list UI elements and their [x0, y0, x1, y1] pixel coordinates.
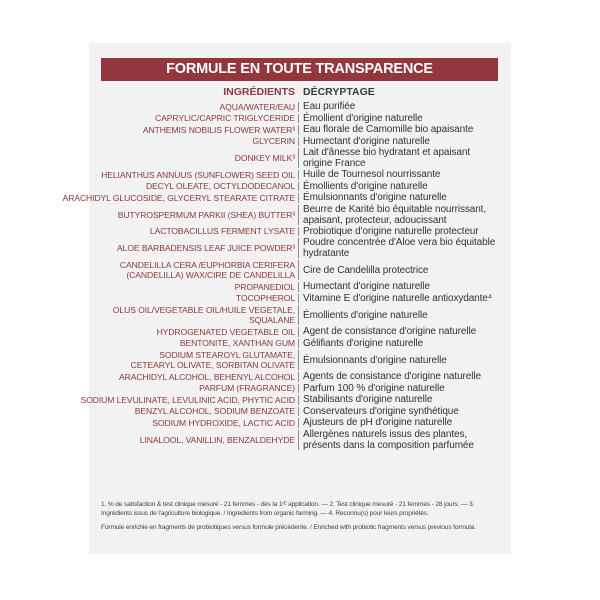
description-line: Émulsionnants d'origine naturelle — [303, 192, 447, 204]
ingredient-description — [303, 304, 503, 326]
column-divider — [298, 238, 299, 258]
ingredient-description — [303, 383, 503, 395]
ingredient-line: LINALOOL, VANILLIN, BENZALDEHYDE — [139, 434, 295, 445]
table-row — [62, 192, 511, 204]
table-row — [89, 113, 511, 125]
ingredient-line: CAPRYLIC/CAPRIC TRIGLYCERIDE — [155, 113, 295, 124]
ingredient-description — [303, 349, 503, 371]
column-headers — [89, 85, 511, 99]
column-divider — [298, 350, 299, 370]
column-divider — [298, 407, 299, 417]
ingredient-line: ARACHIDYL GLUCOSIDE, GLYCERYL STEARATE CITRATE — [62, 192, 295, 203]
description-line: Stabilisants d'origine naturelle — [303, 394, 433, 406]
ingredient-description — [303, 293, 503, 305]
column-divider — [298, 418, 299, 428]
description-line: Gélifiants d'origine naturelle — [303, 337, 424, 349]
ingredient-description — [303, 338, 503, 350]
ingredient-description — [303, 113, 503, 125]
table-row — [89, 429, 511, 451]
column-divider — [298, 102, 299, 112]
table-row — [89, 293, 511, 305]
ingredient-description — [303, 406, 503, 418]
description-line: Ajusteurs de pH d'origine naturelle — [303, 417, 453, 429]
table-row — [89, 101, 511, 113]
ingredient-line: DECYL OLEATE, OCTYLDODECANOL — [145, 181, 295, 192]
table-row — [89, 406, 511, 418]
ingredient-name — [95, 429, 295, 451]
ingredient-name — [80, 394, 295, 406]
ingredient-description — [303, 281, 503, 293]
table-row — [89, 304, 511, 326]
column-divider — [298, 395, 299, 405]
ingredient-description — [303, 429, 503, 451]
description-line: Huile de Tournesol nourrissante — [303, 169, 441, 181]
ingredient-name — [95, 406, 295, 418]
column-divider — [298, 193, 299, 203]
description-line: Émollients d'origine naturelle — [303, 309, 428, 321]
description-line: Cire de Candelilla protectrice — [303, 264, 429, 276]
table-row — [89, 136, 511, 148]
ingredient-description — [303, 237, 503, 259]
ingredient-name — [95, 293, 295, 305]
column-divider — [298, 227, 299, 237]
ingredient-description — [303, 192, 503, 204]
column-divider — [298, 182, 299, 192]
ingredient-description — [303, 136, 503, 148]
ingredient-line: ALOE BARBADENSIS LEAF JUICE POWDER³ — [117, 243, 295, 253]
column-divider — [298, 148, 299, 168]
table-row — [89, 181, 511, 193]
column-divider — [298, 327, 299, 337]
ingredient-description — [303, 326, 503, 338]
table-row — [89, 124, 511, 136]
ingredient-line: HELIANTHUS ANNUUS (SUNFLOWER) SEED OIL — [101, 169, 295, 180]
ingredient-line: ARACHIDYL ALCOHOL, BEHENYL ALCOHOL — [118, 371, 295, 382]
ingredient-name — [95, 326, 295, 338]
description-line: Allergènes naturels issus des plantes, — [303, 428, 468, 440]
column-divider — [298, 114, 299, 124]
description-line: Poudre concentrée d'Aloe vera bio équitable — [303, 237, 496, 248]
ingredient-line: PROPANEDIOL — [234, 281, 295, 292]
ingredient-description — [303, 259, 503, 281]
column-divider — [298, 205, 299, 225]
ingredient-name — [95, 338, 295, 350]
description-line: Conservateurs d'origine synthétique — [303, 405, 459, 417]
table-row — [80, 394, 511, 406]
table-row — [89, 259, 511, 281]
ingredient-description — [303, 371, 503, 383]
ingredient-line: SODIUM LEVULINATE, LEVULINIC ACID, PHYTIC ACID — [80, 394, 295, 405]
description-line: Eau florale de Camomille bio apaisante — [303, 124, 474, 136]
decryptage-header: DÉCRYPTAGE — [303, 86, 375, 98]
ingredient-line: GLYCERIN — [252, 136, 295, 147]
ingredient-name — [95, 304, 295, 326]
table-row — [89, 417, 511, 429]
ingredient-line: DONKEY MILK³ — [234, 153, 295, 163]
description-line: hydratante — [303, 248, 350, 259]
ingredient-description — [303, 417, 503, 429]
column-divider — [298, 125, 299, 135]
column-divider — [298, 372, 299, 382]
description-line: Humectant d'origine naturelle — [303, 281, 430, 293]
description-line: Eau purifiée — [303, 101, 356, 113]
description-line: Émollient d'origine naturelle — [303, 112, 423, 124]
ingredient-description — [303, 181, 503, 193]
table-row — [89, 349, 511, 371]
table-row — [89, 371, 511, 383]
ingredients-card — [62, 43, 511, 554]
ingredient-line: SODIUM HYDROXIDE, LACTIC ACID — [152, 417, 295, 428]
ingredient-description — [303, 204, 503, 226]
ingredient-line: TOCOPHEROL — [235, 293, 295, 304]
ingredient-description — [303, 147, 503, 169]
ingredient-line: BENTONITE, XANTHAN GUM — [179, 338, 295, 349]
description-line: Émollients d'origine naturelle — [303, 180, 428, 192]
table-row — [89, 338, 511, 350]
ingredient-line: AQUA/WATER/EAU — [219, 101, 295, 112]
column-divider — [298, 282, 299, 292]
table-row — [89, 281, 511, 293]
ingredient-description — [303, 169, 503, 181]
ingredient-line: SODIUM STEAROYL GLUTAMATE, — [159, 350, 295, 360]
footnote-probiotic: Formule enrichie en fragments de probiotiques versus formule précédente. / Enriched with probiotic fragments versus previous formula. — [101, 524, 476, 531]
table-row — [89, 237, 511, 259]
column-divider — [298, 137, 299, 147]
ingredient-line: BENZYL ALCOHOL, SODIUM BENZOATE — [134, 406, 295, 417]
table-row — [89, 383, 511, 395]
ingredient-name — [95, 101, 295, 113]
ingredient-name — [95, 237, 295, 259]
ingredient-line: ANTHEMIS NOBILIS FLOWER WATER³ — [142, 124, 295, 135]
description-line: Probiotique d'origine naturelle protecteur — [303, 225, 479, 237]
column-divider — [298, 170, 299, 180]
ingredient-name — [95, 371, 295, 383]
ingredient-line: BUTYROSPERMUM PARKII (SHEA) BUTTER³ — [117, 209, 295, 220]
description-line: Agents de consistance d'origine naturelle — [303, 371, 481, 383]
ingredient-line: HYDROGENATED VEGETABLE OIL — [156, 326, 295, 337]
description-line: Parfum 100 % d'origine naturelle — [303, 382, 445, 394]
ingredient-name — [95, 124, 295, 136]
ingredient-name — [95, 147, 295, 169]
footnote-references: 1. % de satisfaction & test clinique mesuré - 21 femmes - dès la 1ʳᴱ application. — 2. Test clinique mesuré - 21 femmes - 28 jours. — 3. Ingrédients issus de l'agriculture biologique. / Ingredients from organic farming. — 4. Reconnu(s) pour leurs propriétés. — [101, 501, 475, 517]
description-line: origine France — [303, 158, 366, 169]
ingredient-line: CANDELILLA CERA /EUPHORBIA CERIFERA — [119, 260, 295, 270]
column-divider — [298, 305, 299, 325]
description-line: Vitamine E d'origine naturelle antioxydante⁴ — [303, 292, 492, 304]
ingredient-name — [95, 136, 295, 148]
ingredient-name — [95, 259, 295, 281]
ingredient-name — [95, 169, 295, 181]
ingredient-line: LACTOBACILLUS FERMENT LYSATE — [149, 226, 295, 237]
table-row — [89, 226, 511, 238]
ingredient-line: (CANDELILLA) WAX/CIRE DE CANDELILLA — [126, 270, 295, 280]
ingredient-name — [95, 113, 295, 125]
ingredient-line: CETEARYL OLIVATE, SORBITAN OLIVATE — [130, 360, 295, 370]
column-divider — [298, 339, 299, 349]
ingredient-name — [95, 281, 295, 293]
table-row — [89, 326, 511, 338]
description-line: apaisant, protecteur, adoucissant — [303, 214, 447, 226]
table-row — [89, 169, 511, 181]
ingredient-name — [95, 383, 295, 395]
description-line: Agent de consistance d'origine naturelle — [303, 326, 477, 338]
footnotes — [101, 500, 503, 532]
ingredient-name — [95, 349, 295, 371]
ingredient-table — [62, 101, 511, 451]
ingredient-description — [303, 394, 503, 406]
table-row — [89, 204, 511, 226]
column-divider — [298, 260, 299, 280]
description-line: Beurre de Karité bio équitable nourrissant, — [303, 203, 487, 215]
table-row — [89, 147, 511, 169]
column-divider — [298, 294, 299, 304]
column-divider — [298, 384, 299, 394]
description-line: présents dans la composition parfumée — [303, 439, 474, 451]
ingredient-description — [303, 101, 503, 113]
ingredient-line: OLUS OIL/VEGETABLE OIL/HUILE VEGETALE, — [112, 305, 295, 315]
description-line: Lait d'ânesse bio hydratant et apaisant — [303, 147, 471, 158]
ingredient-name — [95, 181, 295, 193]
ingredient-name — [95, 226, 295, 238]
description-line: Humectant d'origine naturelle — [303, 135, 430, 147]
ingredients-header: INGRÉDIENTS — [223, 86, 295, 98]
ingredient-line: SQUALANE — [248, 315, 295, 325]
ingredient-name — [95, 417, 295, 429]
ingredient-description — [303, 226, 503, 238]
ingredient-description — [303, 124, 503, 136]
ingredient-name — [95, 204, 295, 226]
column-divider — [298, 430, 299, 450]
title-banner: FORMULE EN TOUTE TRANSPARENCE — [101, 58, 498, 81]
ingredient-line: PARFUM (FRAGRANCE) — [199, 383, 295, 394]
description-line: Émulsionnants d'origine naturelle — [303, 354, 447, 366]
ingredient-name — [62, 192, 295, 204]
